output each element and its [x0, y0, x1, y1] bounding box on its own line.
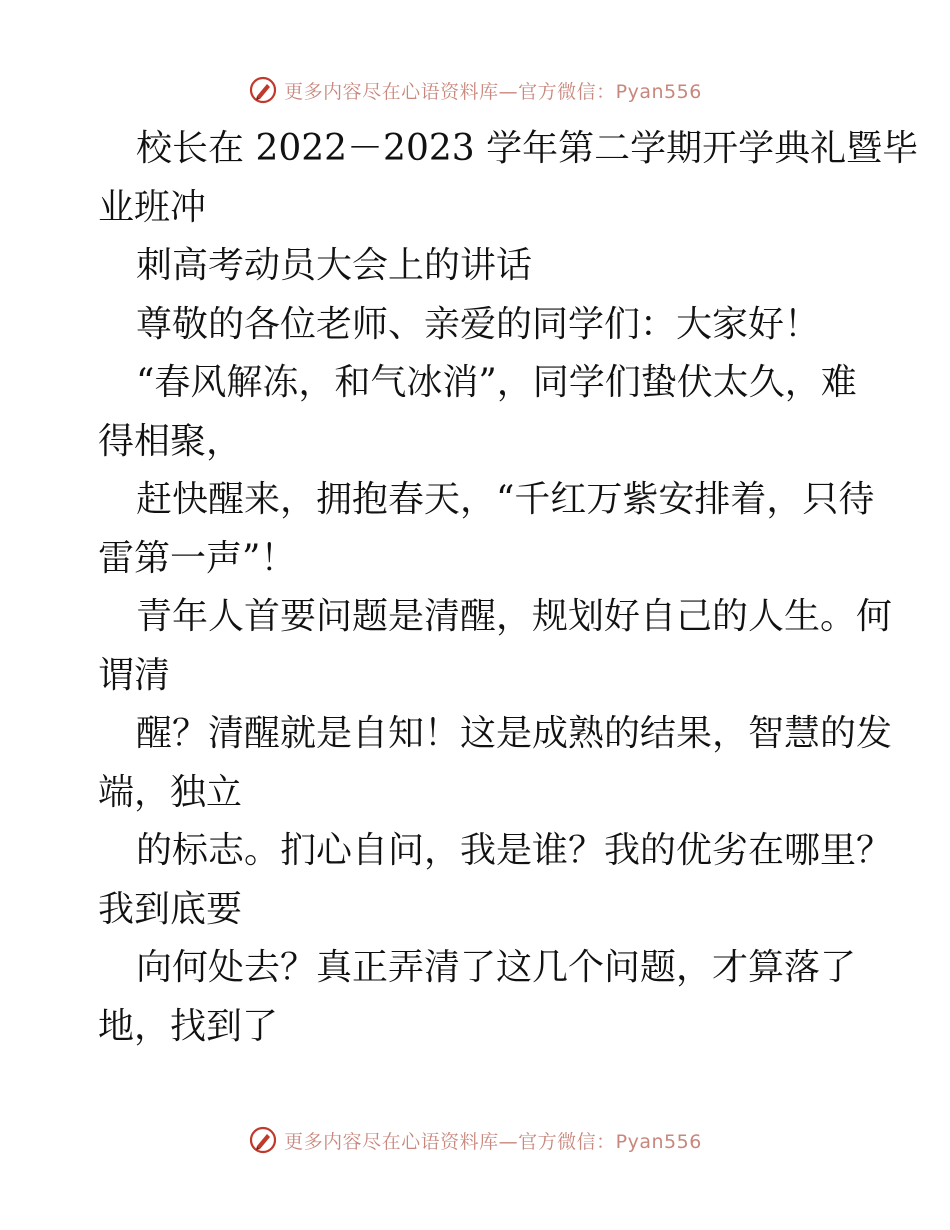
footer-banner-text: 更多内容尽在心语资料库—官方微信：Pyan556 [284, 1130, 702, 1153]
text-line: 端，独立 [98, 771, 243, 813]
header-banner-text: 更多内容尽在心语资料库—官方微信：Pyan556 [284, 80, 702, 103]
text-line: 我到底要 [98, 888, 243, 930]
text-line: 尊敬的各位老师、亲爱的同学们：大家好！ [136, 303, 821, 345]
text-line: 青年人首要问题是清醒，规划好自己的人生。何 [136, 596, 893, 637]
text-line: 醒？清醒就是自知！这是成熟的结果，智慧的发 [136, 713, 893, 754]
text-line: 的标志。扪心自问，我是谁？我的优劣在哪里？ [136, 830, 893, 871]
text-line: 地，找到了 [98, 1005, 279, 1047]
footer-banner [0, 1120, 950, 1160]
text-line: 赶快醒来，拥抱春天，“千红万紫安排着，只待 [136, 479, 875, 520]
text-line: 校长在 2022－2023 学年第二学期开学典礼暨毕 [136, 128, 919, 169]
pen-logo-icon [248, 1125, 278, 1155]
text-line: 雷第一声”！ [98, 537, 297, 579]
text-line: 向何处去？真正弄清了这几个问题，才算落了 [136, 947, 857, 988]
pen-logo-icon [248, 75, 278, 105]
text-line: “春风解冻，和气冰消”，同学们蛰伏太久，难 [136, 362, 857, 403]
document-body [98, 120, 919, 1056]
text-line: 谓清 [98, 654, 171, 696]
header-banner [0, 70, 950, 110]
text-line: 刺高考动员大会上的讲话 [136, 245, 533, 286]
text-line: 业班冲 [98, 186, 207, 228]
text-line: 得相聚， [98, 420, 243, 462]
